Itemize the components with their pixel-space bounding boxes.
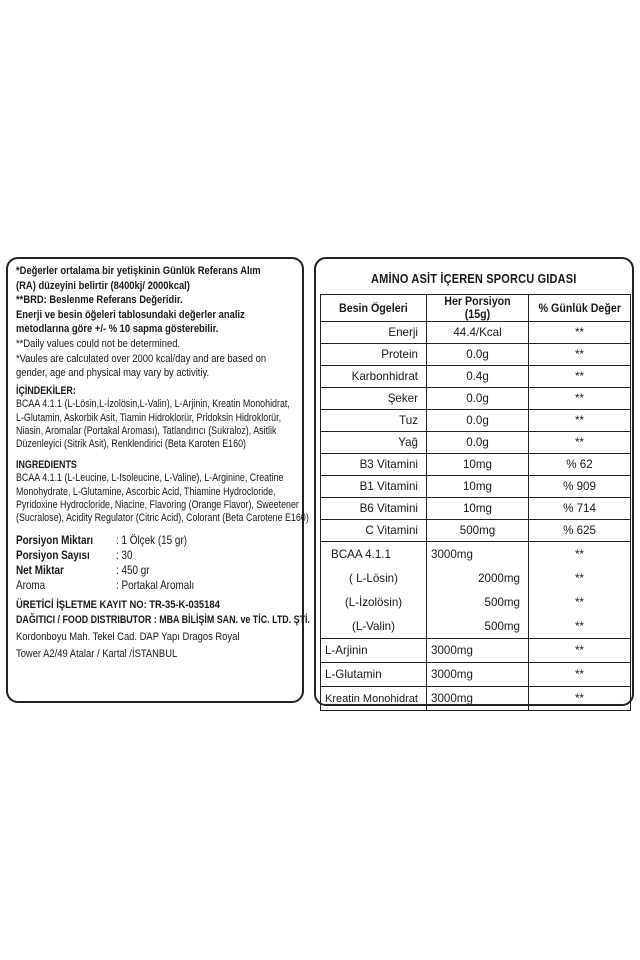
- nutrient-dv: **: [529, 663, 631, 687]
- nutrient-dv: **: [529, 566, 631, 590]
- aroma-row: [16, 578, 294, 593]
- en-ingredient-line: BCAA 4.1.1 (L-Leucine, L-Isoleucine, L-Valine), L-Arginine, Creatine: [16, 472, 284, 485]
- nutrient-dv: % 625: [529, 520, 631, 542]
- note-line: metodlarına göre +/- % 10 sapma gösterebilir.: [16, 323, 219, 336]
- table-row: [321, 366, 631, 388]
- nutrient-name: Yağ: [321, 432, 427, 454]
- nutrient-amount: 0.4g: [427, 366, 529, 388]
- nutrient-name: Tuz: [321, 410, 427, 432]
- nutrient-name: Şeker: [321, 388, 427, 410]
- nutrient-amount: 0.0g: [427, 388, 529, 410]
- nutrient-dv: **: [529, 614, 631, 639]
- nutrient-amount: 500mg: [427, 520, 529, 542]
- nutrient-name: B1 Vitamini: [321, 476, 427, 498]
- serving-value: : 450 gr: [116, 563, 150, 578]
- table-row-bcaa-sub: [321, 590, 631, 614]
- nutrient-name: (L-Valin): [321, 614, 427, 639]
- serving-count-row: [16, 548, 294, 563]
- table-header-row: [321, 295, 631, 322]
- nutrient-amount: 0.0g: [427, 344, 529, 366]
- nutrient-name: Karbonhidrat: [321, 366, 427, 388]
- nutrient-amount: 10mg: [427, 454, 529, 476]
- table-row: [321, 454, 631, 476]
- nutrient-amount: 3000mg: [427, 639, 529, 663]
- nutrient-dv: **: [529, 322, 631, 344]
- nutrient-amount: 500mg: [427, 614, 529, 639]
- tr-ingredient-line: L-Glutamin, Askorbik Asit, Tiamin Hidroklorür, Pridoksin Hidroklorür,: [16, 411, 282, 424]
- table-row: [321, 639, 631, 663]
- note-line: (RA) düzeyini belirtir (8400kj/ 2000kcal): [16, 279, 190, 292]
- nutrient-dv: % 62: [529, 454, 631, 476]
- table-row-bcaa: [321, 542, 631, 567]
- nutrient-name: C Vitamini: [321, 520, 427, 542]
- column-header: % Günlük Değer: [529, 295, 631, 322]
- serving-size-row: [16, 533, 294, 548]
- nutrient-dv: **: [529, 542, 631, 567]
- address-line: Kordonboyu Mah. Tekel Cad. DAP Yapı Dragos Royal: [16, 631, 240, 644]
- nutrient-amount: 3000mg: [427, 542, 529, 567]
- table-row: [321, 344, 631, 366]
- net-amount-row: [16, 563, 294, 578]
- nutrition-panel: [314, 257, 634, 706]
- nutrient-name: B6 Vitamini: [321, 498, 427, 520]
- en-note-line: **Daily values could not be determined.: [16, 337, 181, 350]
- nutrient-name: Protein: [321, 344, 427, 366]
- table-row: [321, 498, 631, 520]
- table-row-bcaa-sub: [321, 614, 631, 639]
- en-ingredient-line: Pyridoxine Hydrocloride, Niacine, Flavoring (Orange Flavor), Sweetener: [16, 499, 299, 511]
- column-header: Besin Ögeleri: [321, 295, 427, 322]
- registry-number: ÜRETİCİ İŞLETME KAYIT NO: TR-35-K-035184: [16, 598, 220, 611]
- nutrient-name: L-Glutamin: [321, 663, 427, 687]
- nutrient-name: Enerji: [321, 322, 427, 344]
- table-row: [321, 520, 631, 542]
- tr-ingredient-line: BCAA 4.1.1 (L-Lösin,L-İzolösin,L-Valin), L-Arjinin, Kreatin Monohidrat,: [16, 398, 290, 411]
- en-ingredient-line: Monohydrate, L-Glutamine, Ascorbic Acid, Thiamine Hydrocloride,: [16, 485, 276, 498]
- nutrient-dv: **: [529, 366, 631, 388]
- serving-label: Porsiyon Sayısı: [16, 548, 90, 563]
- nutrient-amount: 500mg: [427, 590, 529, 614]
- tr-ingredient-line: Düzenleyici (Sitrik Asit), Renklendirici (Beta Karoten E160): [16, 438, 246, 451]
- nutrient-dv: **: [529, 388, 631, 410]
- en-ingredient-line: (Sucralose), Acidity Regulator (Citric Acid), Colorant (Beta Carotene E160): [16, 512, 309, 525]
- serving-label: Net Miktar: [16, 563, 64, 578]
- table-row: [321, 476, 631, 498]
- nutrient-dv: % 714: [529, 498, 631, 520]
- table-title: AMİNO ASİT İÇEREN SPORCU GIDASI: [371, 272, 577, 286]
- nutrient-name: Kreatin Monohidrat: [321, 687, 427, 711]
- table-row: [321, 663, 631, 687]
- note-line: Enerji ve besin öğeleri tablosundaki değerler analiz: [16, 308, 245, 321]
- nutrition-table: [320, 294, 631, 711]
- serving-label: Aroma: [16, 578, 46, 593]
- nutrient-dv: **: [529, 639, 631, 663]
- nutrient-dv: **: [529, 344, 631, 366]
- nutrient-amount: 3000mg: [427, 687, 529, 711]
- table-row-bcaa-sub: [321, 566, 631, 590]
- nutrient-dv: **: [529, 410, 631, 432]
- tr-ingredients-title: İÇİNDEKİLER:: [16, 384, 76, 397]
- en-ingredients-title: INGREDIENTS: [16, 458, 77, 471]
- table-row: [321, 388, 631, 410]
- table-row: [321, 410, 631, 432]
- nutrient-name: B3 Vitamini: [321, 454, 427, 476]
- nutrient-dv: **: [529, 687, 631, 711]
- nutrient-name: L-Arjinin: [321, 639, 427, 663]
- serving-label: Porsiyon Miktarı: [16, 532, 94, 547]
- nutrient-name: ( L-Lösin): [321, 566, 427, 590]
- nutrient-amount: 3000mg: [427, 663, 529, 687]
- distributor: DAĞITICI / FOOD DISTRIBUTOR : MBA BİLİŞİM SAN. ve TİC. LTD. ŞTİ.: [16, 614, 310, 627]
- serving-value: : 30: [116, 548, 133, 563]
- serving-value: : 1 Ölçek (15 gr): [116, 532, 188, 547]
- nutrient-dv: **: [529, 590, 631, 614]
- nutrient-amount: 0.0g: [427, 432, 529, 454]
- en-note-line: *Vaules are calculated over 2000 kcal/day and are based on: [16, 352, 267, 365]
- nutrient-amount: 2000mg: [427, 566, 529, 590]
- en-note-line: gender, age and physical may vary by activitiy.: [16, 367, 210, 380]
- table-row: [321, 322, 631, 344]
- address-line: Tower A2/49 Atalar / Kartal /İSTANBUL: [16, 648, 178, 661]
- note-line: **BRD: Beslenme Referans Değeridir.: [16, 294, 183, 307]
- nutrient-dv: **: [529, 432, 631, 454]
- nutrient-amount: 0.0g: [427, 410, 529, 432]
- nutrient-amount: 44.4/Kcal: [427, 322, 529, 344]
- nutrient-dv: % 909: [529, 476, 631, 498]
- info-panel: [6, 257, 310, 703]
- nutrient-amount: 10mg: [427, 498, 529, 520]
- nutrient-amount: 10mg: [427, 476, 529, 498]
- nutrient-name: (L-İzolösin): [321, 590, 427, 614]
- nutrient-name: BCAA 4.1.1: [321, 542, 427, 567]
- tr-ingredient-line: Niasin, Aromalar (Portakal Aroması), Tatlandırıcı (Sukraloz), Asitlik: [16, 424, 277, 437]
- table-row: [321, 432, 631, 454]
- note-line: *Değerler ortalama bir yetişkinin Günlük Referans Alım: [16, 265, 261, 277]
- table-row: [321, 687, 631, 711]
- serving-value: : Portakal Aromalı: [116, 578, 195, 593]
- column-header: Her Porsiyon (15g): [427, 295, 529, 322]
